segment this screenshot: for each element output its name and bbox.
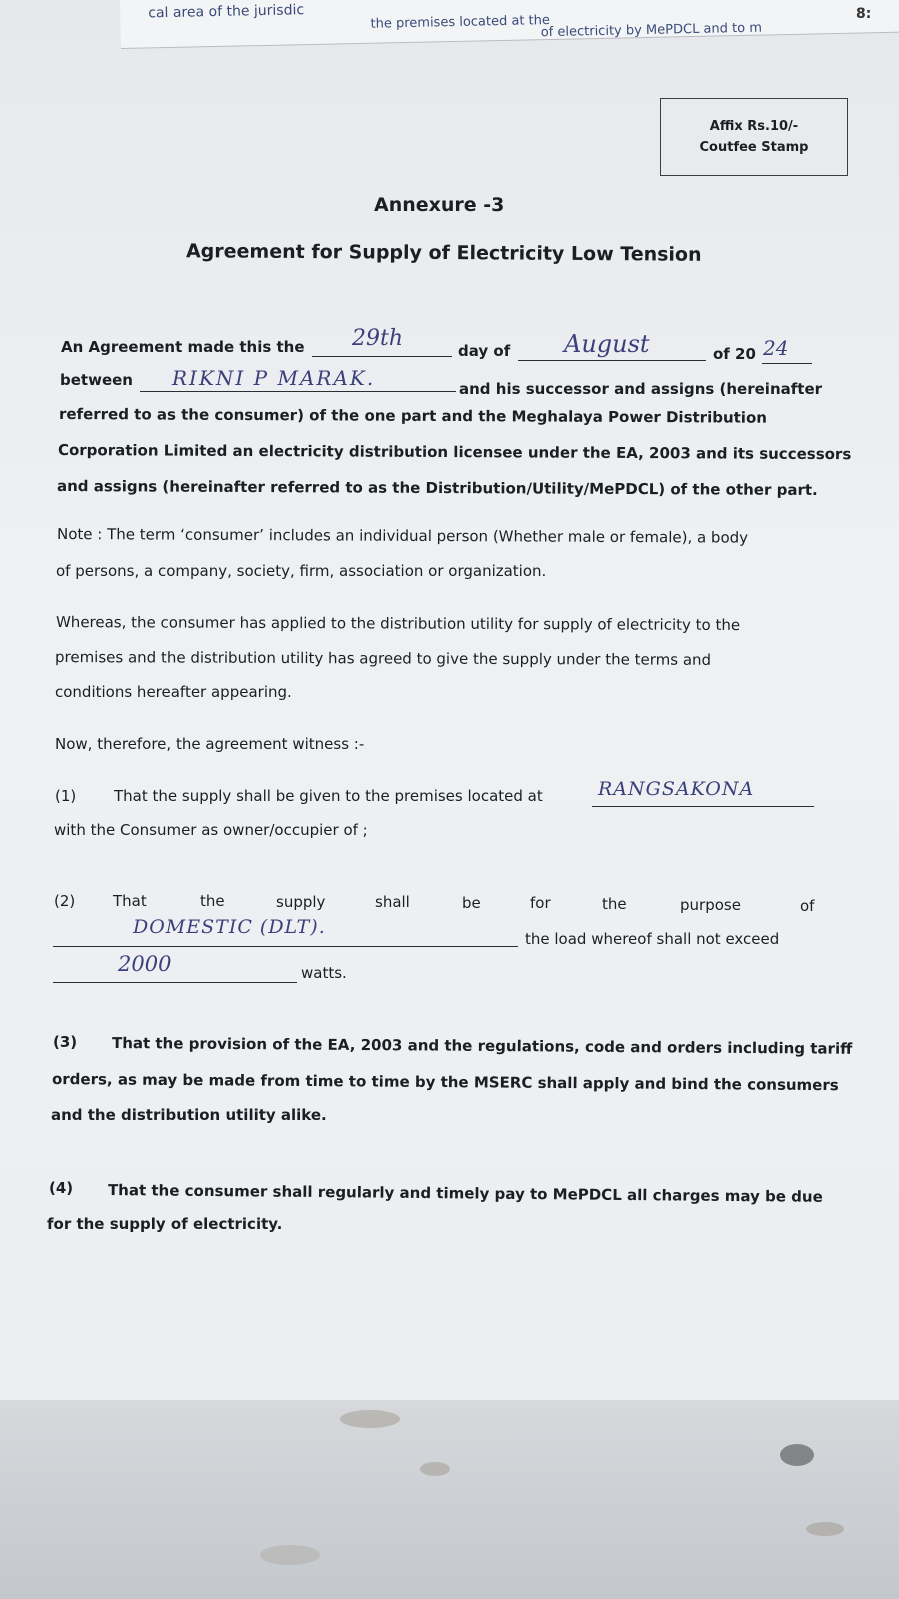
clause2-word-3: supply (276, 893, 326, 911)
dirt-smudge (780, 1444, 814, 1466)
clause2-word-4: shall (375, 893, 410, 911)
intro-of-20: of 20 (713, 345, 756, 363)
clause4-number: (4) (49, 1179, 74, 1197)
document-title: Agreement for Supply of Electricity Low Tension (185, 240, 702, 266)
background-floor (0, 1400, 899, 1599)
intro-made-this: An Agreement made this the (61, 338, 305, 356)
intro-line5: and assigns (hereinafter referred to as the Distribution/Utility/MePDCL) of the other part. (56, 477, 818, 499)
stamp-line-2: Coutfee Stamp (699, 140, 809, 155)
clause4-line1: That the consumer shall regularly and timely pay to MePDCL all charges may be due (107, 1181, 823, 1206)
clause3-line2: orders, as may be made from time to time by the MSERC shall apply and bind the consumers (51, 1070, 839, 1095)
clause2-word-8: purpose (680, 896, 741, 914)
month-blank (518, 360, 706, 361)
whereas-line2: premises and the distribution utility has agreed to give the supply under the terms and (54, 648, 712, 669)
clause2-word-1: That (113, 892, 147, 910)
clause2-word-9: of (800, 897, 815, 915)
stamp-line-1: Affix Rs.10/- (709, 119, 799, 134)
intro-line4: Corporation Limited an electricity distribution licensee under the EA, 2003 and its successors (57, 441, 852, 464)
header-fragment-right: of electricity by MePDCL and to m (540, 20, 763, 41)
intro-line3: referred to as the consumer) of the one part and the Meghalaya Power Distribution (58, 405, 768, 427)
clause1-number: (1) (55, 787, 77, 805)
corner-fragment: 8: (856, 6, 872, 22)
annexure-heading: Annexure -3 (374, 194, 505, 216)
intro-day-of: day of (458, 342, 511, 360)
note-line2: of persons, a company, society, firm, association or organization. (56, 562, 547, 580)
dirt-smudge (260, 1545, 320, 1565)
handwritten-consumer-name: RIKNI P MARAK. (172, 366, 376, 390)
location-blank (592, 806, 814, 807)
clause2-word-7: the (602, 895, 627, 913)
header-fragment-left: cal area of the jurisdic (148, 2, 305, 22)
dirt-smudge (340, 1410, 400, 1428)
clause3-line3: and the distribution utility alike. (51, 1106, 327, 1124)
handwritten-load: 2000 (118, 952, 172, 976)
dirt-smudge (420, 1462, 450, 1476)
whereas-line1: Whereas, the consumer has applied to the distribution utility for supply of electricity to the (55, 613, 741, 634)
clause2-load-text: the load whereof shall not exceed (525, 930, 780, 948)
clause2-word-6: for (530, 894, 551, 912)
clause2-word-2: the (200, 892, 225, 910)
header-fragment-middle: the premises located at the (370, 13, 551, 32)
stamp-box (660, 98, 848, 176)
intro-between: between (60, 371, 133, 389)
handwritten-location: RANGSAKONA (598, 778, 755, 800)
intro-line2-rest: and his successor and assigns (hereinafter (459, 380, 823, 398)
clause2-number: (2) (54, 892, 76, 910)
day-blank (312, 356, 452, 357)
whereas-line3: conditions hereafter appearing. (55, 683, 292, 701)
clause2-word-5: be (462, 894, 481, 912)
clause1-line2: with the Consumer as owner/occupier of ; (54, 821, 368, 839)
note-line1: Note : The term ‘consumer’ includes an individual person (Whether male or female), a body (56, 525, 749, 547)
now-therefore: Now, therefore, the agreement witness :- (55, 735, 365, 753)
year-blank (762, 363, 812, 364)
consumer-name-blank (140, 391, 456, 392)
clause2-watts: watts. (301, 964, 347, 982)
load-blank (53, 982, 297, 983)
handwritten-day: 29th (352, 326, 404, 351)
handwritten-month: August (564, 330, 650, 358)
purpose-blank (53, 946, 518, 947)
handwritten-purpose: DOMESTIC (DLT). (133, 916, 326, 938)
clause4-line2: for the supply of electricity. (47, 1215, 283, 1233)
handwritten-year: 24 (763, 336, 789, 360)
clause3-line1: That the provision of the EA, 2003 and the regulations, code and orders including tariff (111, 1034, 853, 1058)
clause3-number: (3) (53, 1033, 78, 1051)
dirt-smudge (806, 1522, 844, 1536)
clause1-text: That the supply shall be given to the premises located at (114, 787, 543, 805)
